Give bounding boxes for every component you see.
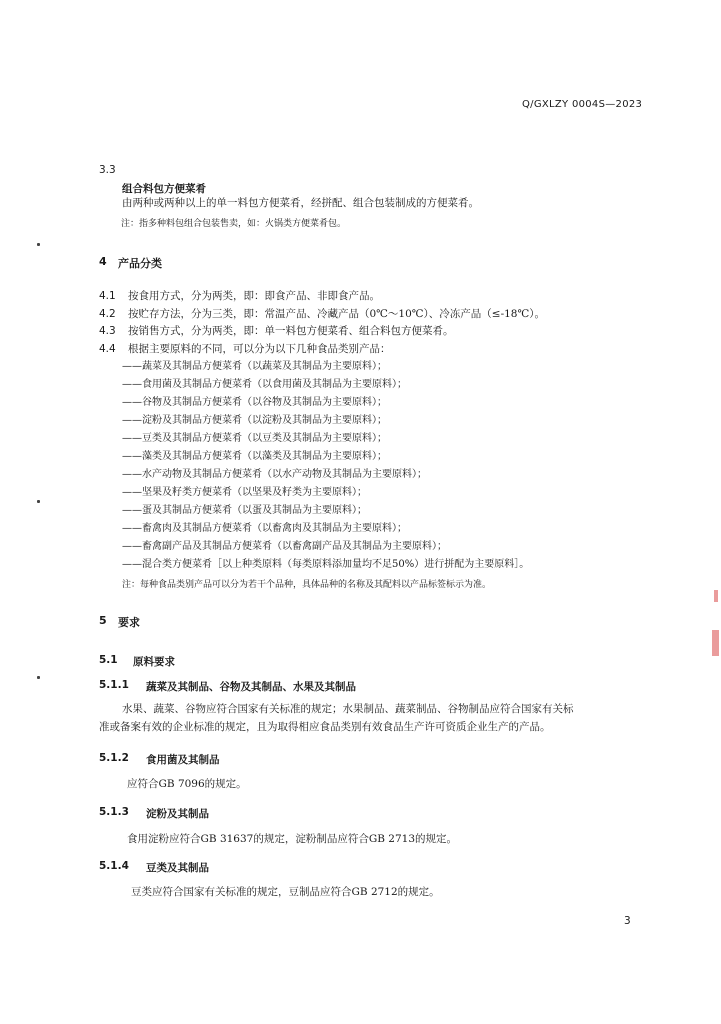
clause-number: 4.4 bbox=[99, 343, 116, 355]
clause-text: 按销售方式，分为两类，即：单一料包方便菜肴、组合料包方便菜肴。 bbox=[128, 325, 454, 337]
clause-number: 4.2 bbox=[99, 308, 116, 320]
paragraph-line: 豆类应符合国家有关标准的规定，豆制品应符合GB 2712的规定。 bbox=[131, 886, 440, 898]
clause-5-1-2-number: 5.1.2 bbox=[99, 752, 129, 764]
category-item: ——藻类及其制品方便菜肴（以藻类及其制品为主要原料）； bbox=[122, 451, 387, 462]
clause-5-1-title: 原料要求 bbox=[133, 656, 175, 668]
clause-text: 根据主要原料的不同，可以分为以下几种食品类别产品： bbox=[128, 343, 391, 355]
category-item: ——畜禽肉及其制品方便菜肴（以畜禽肉及其制品为主要原料）； bbox=[122, 523, 407, 534]
clause-5-1-1-number: 5.1.1 bbox=[99, 679, 129, 691]
paragraph-line: 应符合GB 7096的规定。 bbox=[127, 778, 247, 790]
clause-5-1-4-number: 5.1.4 bbox=[99, 860, 129, 872]
edge-stain bbox=[714, 590, 718, 602]
category-item: ——蔬菜及其制品方便菜肴（以蔬菜及其制品为主要原料）； bbox=[122, 361, 387, 372]
category-note: 注：每种食品类别产品可以分为若干个品种，具体品种的名称及其配料以产品标签标示为准。 bbox=[122, 580, 492, 590]
section-5-title: 要求 bbox=[118, 616, 140, 629]
clause-5-1-3-number: 5.1.3 bbox=[99, 806, 129, 818]
category-item: ——谷物及其制品方便菜肴（以谷物及其制品为主要原料）； bbox=[122, 397, 387, 408]
scan-speck bbox=[37, 676, 40, 679]
category-item: ——淀粉及其制品方便菜肴（以淀粉及其制品为主要原料）； bbox=[122, 415, 387, 426]
category-item: ——坚果及籽类方便菜肴（以坚果及籽类为主要原料）； bbox=[122, 487, 367, 498]
term-heading: 组合料包方便菜肴 bbox=[122, 183, 206, 195]
category-item: ——水产动物及其制品方便菜肴（以水产动物及其制品为主要原料）； bbox=[122, 469, 427, 480]
category-item: ——蛋及其制品方便菜肴（以蛋及其制品为主要原料）； bbox=[122, 505, 367, 516]
page-number: 3 bbox=[624, 915, 631, 927]
clause-text: 按贮存方法，分为三类，即：常温产品、冷藏产品（0℃～10℃）、冷冻产品（≤-18℃）。 bbox=[128, 308, 545, 320]
clause-number: 4.3 bbox=[99, 325, 116, 337]
clause-5-1-number: 5.1 bbox=[99, 654, 118, 666]
clause-5-1-1-title: 蔬菜及其制品、谷物及其制品、水果及其制品 bbox=[146, 681, 356, 693]
category-item: ——混合类方便菜肴［以上种类原料（每类原料添加量均不足50%）进行拼配为主要原料］。 bbox=[122, 559, 530, 570]
clause-5-1-4-title: 豆类及其制品 bbox=[146, 862, 209, 874]
clause-number-3-3: 3.3 bbox=[99, 164, 116, 176]
paragraph-line: 食用淀粉应符合GB 31637的规定，淀粉制品应符合GB 2713的规定。 bbox=[127, 833, 458, 845]
category-item: ——豆类及其制品方便菜肴（以豆类及其制品为主要原料）； bbox=[122, 433, 387, 444]
category-item: ——食用菌及其制品方便菜肴（以食用菌及其制品为主要原料）； bbox=[122, 379, 407, 390]
category-item: ——畜禽副产品及其制品方便菜肴（以畜禽副产品及其制品为主要原料）； bbox=[122, 541, 447, 552]
section-5-number: 5 bbox=[99, 614, 107, 627]
term-note: 注：指多种料包组合包装售卖，如：火锅类方便菜肴包。 bbox=[121, 219, 347, 229]
edge-stain bbox=[712, 630, 719, 656]
clause-number: 4.1 bbox=[99, 290, 116, 302]
scan-speck bbox=[37, 500, 40, 503]
section-4-title: 产品分类 bbox=[118, 257, 162, 270]
paragraph-line: 准或备案有效的企业标准的规定，且为取得相应食品类别有效食品生产许可资质企业生产的产品。 bbox=[99, 721, 551, 733]
document-code: Q/GXLZY 0004S—2023 bbox=[522, 99, 643, 110]
section-4-number: 4 bbox=[99, 255, 107, 268]
paragraph-line: 水果、蔬菜、谷物应符合国家有关标准的规定；水果制品、蔬菜制品、谷物制品应符合国家有关标 bbox=[122, 703, 574, 715]
clause-5-1-3-title: 淀粉及其制品 bbox=[146, 808, 209, 820]
scan-speck bbox=[37, 243, 40, 246]
clause-5-1-2-title: 食用菌及其制品 bbox=[146, 754, 220, 766]
clause-text: 按食用方式，分为两类，即：即食产品、非即食产品。 bbox=[128, 290, 380, 302]
term-definition: 由两种或两种以上的单一料包方便菜肴，经拼配、组合包装制成的方便菜肴。 bbox=[122, 197, 479, 209]
